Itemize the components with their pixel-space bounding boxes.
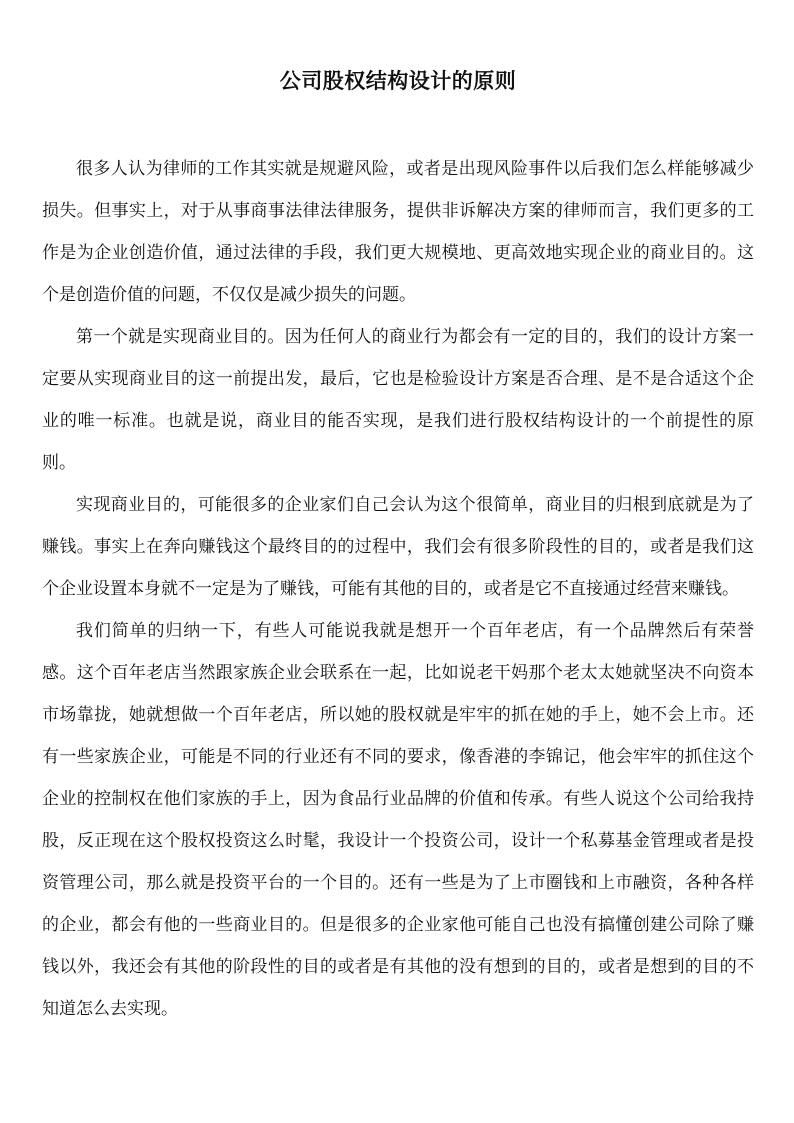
document-title: 公司股权结构设计的原则 <box>279 68 517 93</box>
paragraph-1: 很多人认为律师的工作其实就是规避风险，或者是出现风险事件以后我们怎么样能够减少损失。但事实上，对于从事商事法律法律服务，提供非诉解决方案的律师而言，我们更多的工作是为企业创造价值，通过法律的手段，我们更大规模地、更高效地实现企业的商业目的。这个是创造价值的问题，不仅仅是减少损失的问题。 <box>42 159 754 305</box>
paragraph-4: 我们简单的归纳一下，有些人可能说我就是想开一个百年老店，有一个品牌然后有荣誉感。这个百年老店当然跟家族企业会联系在一起，比如说老干妈那个老太太她就坚决不向资本市场靠拢，她就想做一个百年老店，所以她的股权就是牢牢的抓在她的手上，她不会上市。还有一些家族企业，可能是不同的行业还有不同的要求，像香港的李锦记，他会牢牢的抓住这个企业的控制权在他们家族的手上，因为食品行业品牌的价值和传承。有些人说这个公司给我持股，反正现在这个股权投资这么时髦，我设计一个投资公司，设计一个私募基金管理或者是投资管理公司，那么就是投资平台的一个目的。还有一些是为了上市圈钱和上市融资，各种各样的企业，都会有他的一些商业目的。但是很多的企业家他可能自己也没有搞懂创建公司除了赚钱以外，我还会有其他的阶段性的目的或者是有其他的没有想到的目的，或者是想到的目的不知道怎么去实现。 <box>42 621 754 1019</box>
document-body <box>42 148 754 1030</box>
paragraph-2: 第一个就是实现商业目的。因为任何人的商业行为都会有一定的目的，我们的设计方案一定要从实现商业目的这一前提出发，最后，它也是检验设计方案是否合理、是不是合适这个企业的唯一标准。也就是说，商业目的能否实现，是我们进行股权结构设计的一个前提性的原则。 <box>42 327 754 473</box>
paragraph-3: 实现商业目的，可能很多的企业家们自己会认为这个很简单，商业目的归根到底就是为了赚钱。事实上在奔向赚钱这个最终目的的过程中，我们会有很多阶段性的目的，或者是我们这个企业设置本身就不一定是为了赚钱，可能有其他的目的，或者是它不直接通过经营来赚钱。 <box>42 495 754 599</box>
